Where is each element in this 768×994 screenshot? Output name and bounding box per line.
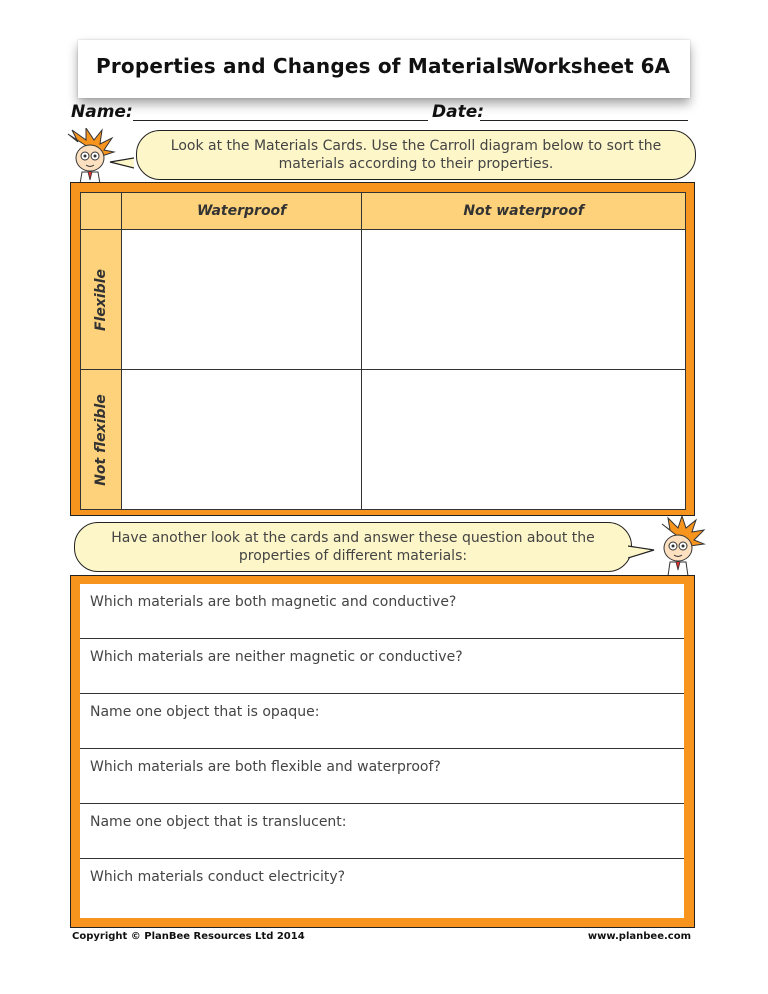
column-header-not-waterproof: Not waterproof bbox=[362, 193, 686, 230]
question-text: Name one object that is translucent: bbox=[90, 814, 347, 830]
question-text: Which materials are neither magnetic or conductive? bbox=[90, 649, 463, 665]
worksheet-number: Worksheet 6A bbox=[512, 54, 670, 78]
cell-flexible-waterproof[interactable] bbox=[122, 230, 362, 370]
instruction-text-questions: Have another look at the cards and answer these question about the properties of different materials: bbox=[111, 530, 595, 564]
row-header-not-flexible bbox=[81, 370, 122, 510]
worksheet-title: Properties and Changes of Materials bbox=[96, 54, 516, 78]
question-row[interactable] bbox=[80, 694, 684, 749]
questions-list bbox=[80, 584, 684, 918]
instruction-bubble-carroll bbox=[136, 130, 696, 180]
column-header-waterproof: Waterproof bbox=[122, 193, 362, 230]
cell-not-flexible-not-waterproof[interactable] bbox=[362, 370, 686, 510]
instruction-text-carroll: Look at the Materials Cards. Use the Carroll diagram below to sort the materials according to their properties. bbox=[170, 138, 662, 172]
name-label: Name: bbox=[71, 102, 133, 122]
copyright-notice: Copyright © PlanBee Resources Ltd 2014 bbox=[72, 931, 305, 942]
date-field[interactable] bbox=[480, 120, 688, 121]
row-label-flexible: Flexible bbox=[93, 268, 109, 331]
instruction-bubble-questions bbox=[74, 522, 632, 572]
cell-flexible-not-waterproof[interactable] bbox=[362, 230, 686, 370]
question-text: Which materials are both magnetic and conductive? bbox=[90, 594, 457, 610]
question-row[interactable] bbox=[80, 584, 684, 639]
cell-not-flexible-waterproof[interactable] bbox=[122, 370, 362, 510]
cartoon-character-icon bbox=[60, 128, 134, 184]
cartoon-character-icon bbox=[628, 516, 708, 576]
question-row[interactable] bbox=[80, 749, 684, 804]
row-label-not-flexible: Not flexible bbox=[93, 393, 109, 486]
question-text: Which materials conduct electricity? bbox=[90, 869, 346, 885]
corner-cell bbox=[81, 193, 122, 230]
question-row[interactable] bbox=[80, 639, 684, 694]
date-label: Date: bbox=[432, 102, 485, 122]
row-header-flexible bbox=[81, 230, 122, 370]
carroll-diagram bbox=[80, 192, 686, 510]
question-row[interactable] bbox=[80, 859, 684, 918]
website-link[interactable]: www.planbee.com bbox=[587, 931, 691, 942]
question-text: Name one object that is opaque: bbox=[90, 704, 320, 720]
question-text: Which materials are both flexible and waterproof? bbox=[90, 759, 441, 775]
question-row[interactable] bbox=[80, 804, 684, 859]
name-field[interactable] bbox=[133, 120, 428, 121]
